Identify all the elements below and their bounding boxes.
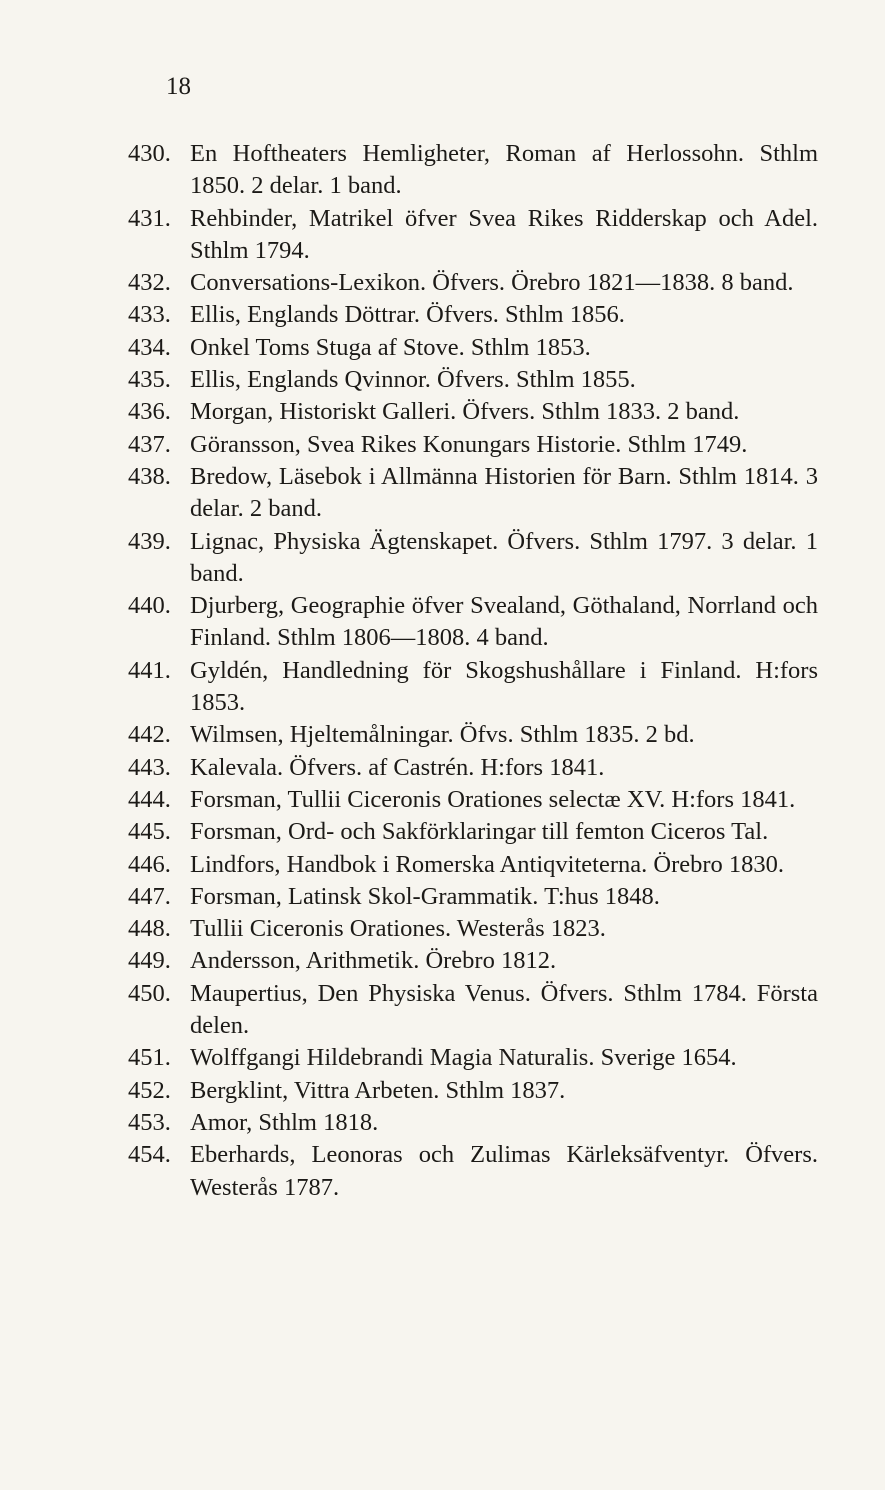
catalogue-entry xyxy=(128,945,818,977)
catalogue-entry xyxy=(128,978,818,1043)
catalogue-entry xyxy=(128,849,818,881)
catalogue-entry xyxy=(128,590,818,655)
page-number: 18 xyxy=(166,73,191,100)
catalogue-entry xyxy=(128,299,818,331)
entry-number: 447. xyxy=(128,882,171,910)
entry-number: 431. xyxy=(128,204,171,232)
entry-number: 440. xyxy=(128,592,171,620)
entry-number: 443. xyxy=(128,753,171,781)
entry-text: Andersson, Arithmetik. Örebro 1812. xyxy=(190,947,557,975)
entry-text: Bredow, Läsebok i Allmänna Historien för Barn. Sthlm 1814. 3 delar. 2 band. xyxy=(190,462,818,523)
catalogue-entry xyxy=(128,429,818,461)
catalogue-entry-list xyxy=(128,138,818,1204)
catalogue-entry xyxy=(128,752,818,784)
entry-text: Onkel Toms Stuga af Stove. Sthlm 1853. xyxy=(190,333,591,361)
entry-number: 452. xyxy=(128,1076,171,1104)
catalogue-entry xyxy=(128,396,818,428)
entry-text: Rehbinder, Matrikel öfver Svea Rikes Ridderskap och Adel. Sthlm 1794. xyxy=(190,204,818,264)
entry-number: 432. xyxy=(128,269,171,297)
entry-text: Forsman, Tullii Ciceronis Orationes selectæ XV. H:fors 1841. xyxy=(190,785,796,813)
catalogue-entry xyxy=(128,719,818,751)
entry-number: 437. xyxy=(128,430,171,458)
entry-text: Ellis, Englands Döttrar. Öfvers. Sthlm 1856. xyxy=(190,301,625,329)
entry-text: Ellis, Englands Qvinnor. Öfvers. Sthlm 1855. xyxy=(190,366,636,394)
catalogue-entry xyxy=(128,364,818,396)
entry-text: En Hoftheaters Hemligheter, Roman af Herlossohn. Sthlm 1850. 2 delar. 1 band. xyxy=(190,140,818,200)
entry-text: Tullii Ciceronis Orationes. Westerås 1823. xyxy=(190,915,606,943)
catalogue-entry xyxy=(128,816,818,848)
entry-number: 450. xyxy=(128,979,171,1007)
entry-text: Lignac, Physiska Ägtenskapet. Öfvers. Sthlm 1797. 3 delar. 1 band. xyxy=(190,527,818,587)
catalogue-entry xyxy=(128,655,818,720)
entry-number: 434. xyxy=(128,333,171,361)
entry-text: Wilmsen, Hjeltemålningar. Öfvs. Sthlm 1835. 2 bd. xyxy=(190,721,695,749)
entry-number: 436. xyxy=(128,398,171,426)
catalogue-entry xyxy=(128,203,818,268)
entry-text: Bergklint, Vittra Arbeten. Sthlm 1837. xyxy=(190,1076,566,1104)
entry-text: Wolffgangi Hildebrandi Magia Naturalis. Sverige 1654. xyxy=(190,1044,737,1072)
entry-number: 446. xyxy=(128,850,171,878)
entry-text: Forsman, Ord- och Sakförklaringar till femton Ciceros Tal. xyxy=(190,818,769,846)
entry-text: Maupertius, Den Physiska Venus. Öfvers. Sthlm 1784. Första delen. xyxy=(190,979,818,1040)
entry-number: 454. xyxy=(128,1141,171,1169)
entry-number: 448. xyxy=(128,915,171,943)
entry-number: 433. xyxy=(128,301,171,329)
entry-text: Lindfors, Handbok i Romerska Antiqviteterna. Örebro 1830. xyxy=(190,850,785,878)
catalogue-entry xyxy=(128,1139,818,1204)
entry-text: Conversations-Lexikon. Öfvers. Örebro 1821—1838. 8 band. xyxy=(190,269,794,297)
catalogue-entry xyxy=(128,332,818,364)
entry-text: Göransson, Svea Rikes Konungars Historie. Sthlm 1749. xyxy=(190,430,748,458)
entry-number: 445. xyxy=(128,818,171,846)
entry-text: Morgan, Historiskt Galleri. Öfvers. Sthlm 1833. 2 band. xyxy=(190,398,740,426)
entry-text: Kalevala. Öfvers. af Castrén. H:fors 1841. xyxy=(190,753,605,781)
entry-number: 451. xyxy=(128,1044,171,1072)
catalogue-entry xyxy=(128,913,818,945)
catalogue-entry xyxy=(128,1075,818,1107)
entry-number: 441. xyxy=(128,656,171,684)
entry-text: Gyldén, Handledning för Skogshushållare i Finland. H:fors 1853. xyxy=(190,656,818,717)
catalogue-entry xyxy=(128,1107,818,1139)
entry-number: 449. xyxy=(128,947,171,975)
catalogue-entry xyxy=(128,526,818,591)
entry-number: 438. xyxy=(128,462,171,490)
entry-number: 430. xyxy=(128,140,171,167)
entry-text: Forsman, Latinsk Skol-Grammatik. T:hus 1848. xyxy=(190,882,660,910)
entry-number: 444. xyxy=(128,785,171,813)
catalogue-entry xyxy=(128,138,818,203)
entry-number: 435. xyxy=(128,366,171,394)
catalogue-entry xyxy=(128,881,818,913)
catalogue-entry xyxy=(128,1042,818,1074)
catalogue-entry xyxy=(128,461,818,526)
entry-number: 439. xyxy=(128,527,171,555)
entry-text: Amor, Sthlm 1818. xyxy=(190,1108,379,1136)
entry-number: 453. xyxy=(128,1108,171,1136)
catalogue-entry xyxy=(128,267,818,299)
entry-number: 442. xyxy=(128,721,171,749)
entry-text: Eberhards, Leonoras och Zulimas Kärleksäfventyr. Öfvers. Westerås 1787. xyxy=(190,1141,818,1201)
catalogue-entry xyxy=(128,784,818,816)
entry-text: Djurberg, Geographie öfver Svealand, Göthaland, Norrland och Finland. Sthlm 1806—1808. 4 band. xyxy=(190,592,818,652)
